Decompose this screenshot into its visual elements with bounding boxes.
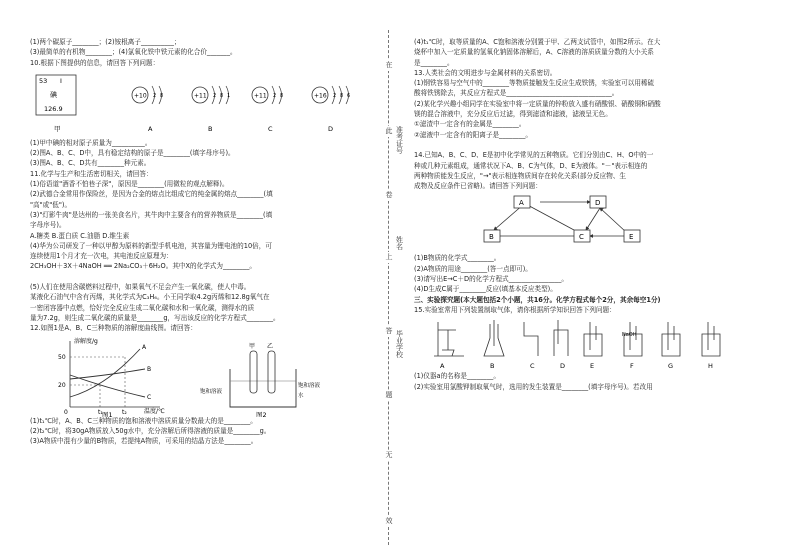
nucleus-charge: +10 [134,92,147,100]
left-bottom-line-2: (3)A物质中混有少量的B物质，若提纯A物质，可采用的结晶方法是________。 [30,437,258,446]
shell-electron-count: 6 [347,92,351,99]
apparatus-f [624,322,642,370]
apparatus-figures [414,316,764,372]
left-mid-line-9: A.糖类 B.蛋白质 C.油脂 D.维生素 [30,231,130,240]
right-top-line-1: 烧杯中加入一定质量的氢氧化钠固体溶解后，A、C溶液的溶质质量分数的大小关系 [414,48,654,57]
right-bottom-line-0: (1)仪器a的名称是________。 [414,372,500,381]
beaker-text-1: 饱和溶液 [200,388,223,395]
left-mid-line-5: (2)武德合金常用作保险丝，是因为合金的熔点比组成它的纯金属的熔点________(填 [30,190,273,199]
beaker-text-3: 水 [298,392,304,399]
gutter-char-5: 题 [380,390,398,401]
right-mid-line-4: 三、实验探究题(本大题包括2个小题，共16分。化学方程式每个2分，其余每空1分) [414,295,661,304]
apparatus-e [584,322,602,370]
diagram-node-c [574,230,590,242]
right-top-line-13: 两种物质能发生反应，"→"表示相连物质间存在转化关系(部分反应物、生 [414,171,626,180]
left-mid-line-7: (3)"灯影牛肉"是达州的一张美食名片，其牛肉中主要含有的营养物质是________(填 [30,210,273,219]
nucleus-charge: +11 [194,92,207,100]
shell-electron-count: 2 [273,92,277,99]
left-mid-line-0: (1)甲中碘的相对原子质量为__________。 [30,138,152,147]
shell-electron-count: 8 [280,92,284,99]
atom-diagram-0 [132,86,163,104]
diagram-node-b [484,230,500,242]
right-top-line-6: (2)某化学兴趣小组同学在实验室中将一定质量的锌粉放入盛有硝酸银、硝酸铜和硝酸 [414,99,661,108]
left-mid-line-16: 一密闭容器中点燃，恰好完全反应生成二氧化碳和水和一氧化碳，测得水的质 [30,303,255,312]
diagram-node-e [624,230,640,242]
left-mid-line-14: (5)人们在使用含碳燃料过程中，如果氧气不足会产生一氧化碳，使人中毒。 [30,283,251,292]
left-bottom-line-1: (2)t₂℃时，将30gA物质放入50g水中，充分溶解后所得溶液的质量是________g。 [30,426,271,435]
x-tick-t1: t₁ [98,408,103,416]
apparatus-a [434,322,464,370]
atom-caption-2: B [208,124,213,133]
origin-label: 0 [64,408,68,416]
left-mid-line-8: 字母序号)。 [30,221,66,230]
naoh-tag: NaOH [622,332,637,339]
left-top-line-1: (3)最简单的有机物________；(4)氯氧化铁中铁元素的化合价_______。 [30,48,237,57]
apparatus-label: G [668,362,674,371]
gutter-char-6: 无 [380,450,398,461]
y-tick-50: 50 [58,353,66,361]
svg-text:A: A [519,199,524,208]
atom-diagram-1 [192,86,230,104]
apparatus-h [702,322,720,370]
chart-xlabel: 温度/℃ [144,407,165,415]
apparatus-d [554,320,568,370]
svg-text:I: I [60,76,62,85]
left-mid-line-17: 量为7.2g，则生成二氧化碳的质量是________g，写出该反应的化学方程式________。 [30,313,280,322]
right-mid-line-3: (4)D生成C属于________反应(填基本反应类型)。 [414,285,557,294]
shell-electron-count: 8 [220,92,224,99]
atom-diagram-3 [312,86,350,104]
right-top-line-12: 种或几种元素组成，通常状况下A、B、C为气体，D、E为液体。"－"表示相连的 [414,161,648,170]
gutter-field-1: 姓名 [395,236,404,250]
left-top-line-0: (1)两个碳原子________；(2)铵根离子__________； [30,38,181,46]
right-top-line-9: ②滤液中一定含有的阳离子是________。 [414,130,533,139]
left-mid-line-13 [30,273,374,283]
left-mid-line-3: 11.化学与生产和生活密切相关，请回答： [30,169,153,178]
svg-text:126.9: 126.9 [44,104,63,113]
binding-gutter [380,30,410,545]
relation-diagram-row [414,192,764,254]
atom-figure-row [30,69,374,139]
atom-diagram-2 [252,86,283,104]
right-top-line-2: 是________。 [414,58,454,67]
left-mid-line-10: (4)华为公司研发了一种以甲醇为原料的新型手机电池，其容量为锂电池的10倍，可 [30,241,272,250]
right-mid-line-5: 15.实验室常用下列装置制取气体，请你根据所学知识回答下列问题： [414,305,616,314]
right-top-line-4: (1)钢铁容易与空气中的________等物质接触发生反应生成铁锈，实验室可以用稀硫 [414,79,655,88]
right-top-line-10 [414,141,764,151]
diagram-node-a [514,196,530,208]
gutter-char-4: 答 [380,326,398,337]
svg-text:B: B [489,233,494,242]
apparatus-label: E [590,362,595,371]
left-mid-line-15: 某液化石油气中含有丙烯，其化学式为C₃H₆。小王同学取4.2g丙烯和12.8g氧气在 [30,293,270,302]
atom-figures [30,69,370,139]
atom-caption-0: 甲 [54,124,61,133]
solubility-figures [30,335,370,417]
apparatus-row [414,316,764,372]
apparatus-label: H [708,362,713,371]
apparatus-b [484,320,504,370]
svg-text:53: 53 [39,76,48,85]
left-mid-line-4: (1)俗语道"酒香不怕巷子深"，原因是________(用微粒的观点解释)。 [30,180,229,189]
solubility-figure-row [30,335,374,417]
fig2-caption: 图2 [256,410,267,417]
gutter-char-7: 效 [380,516,398,527]
shell-electron-count: 8 [160,92,164,99]
curve-b [70,369,145,379]
curve-a [70,349,140,397]
chart-ylabel: 溶解度/g [74,337,98,345]
y-tick-20: 20 [58,381,66,389]
right-mid-line-2: (3)请写出E→C＋D的化学方程式________________。 [414,275,568,284]
right-bottom-line-1: (2)实验室用氯酸钾制取氧气时，选用的发生装置是________(填字母序号)。若改用 [414,382,653,391]
left-top-line-2: 10.根据下图提供的信息，请回答下列问题： [30,58,160,67]
apparatus-label: A [440,362,445,371]
left-bottom-line-0: (1)t₁℃时，A、B、C三种物质的饱和溶液中溶质质量分数最大的是________。 [30,416,257,425]
apparatus-label: B [490,362,495,371]
left-mid-line-12: 2CH₃OH＋3X＋4NaOH ══ 2Na₂CO₃＋6H₂O。其中X的化学式为________。 [30,262,256,271]
left-mid-line-6: "高"或"低")。 [30,200,72,209]
apparatus-label: C [530,362,535,371]
shell-electron-count: 2 [333,92,337,99]
right-top-line-8: ①滤渣中一定含有的金属是________。 [414,120,526,129]
right-top-line-3: 13.人类社会的文明进步与金属材料的关系密切。 [414,68,557,77]
nucleus-charge: +16 [314,92,327,100]
beaker-text-2: 饱和溶液 [298,382,321,389]
svg-text:E: E [629,233,634,242]
apparatus-g [662,322,680,370]
series-a-label: A [142,343,147,351]
relation-diagram [414,192,764,254]
gutter-char-0: 在 [380,60,398,71]
beaker-figure [200,342,321,407]
shell-electron-count: 1 [227,92,231,99]
nucleus-charge: +11 [254,92,267,100]
solubility-curve-chart [58,337,165,416]
diagram-node-d [590,196,606,208]
iodine-element-card [36,75,76,115]
right-top-line-5: 酸将铁锈除去，其反应方程式是________________________________。 [414,89,619,98]
fig1-caption: 图1 [102,410,113,417]
atom-caption-1: A [148,124,153,133]
gutter-field-2: 毕业学校 [395,330,404,358]
apparatus-label: D [560,362,566,371]
tube-label-jia: 甲 [249,342,256,350]
right-column [414,38,764,393]
series-c-label: C [147,393,152,401]
gutter-char-2: 卷 [380,190,398,201]
left-column [30,38,374,447]
shell-electron-count: 2 [213,92,217,99]
right-top-line-14: 成物及反应条件已省略)。请回答下列问题： [414,182,542,191]
atom-caption-4: D [328,124,334,133]
gutter-char-3: 上 [380,252,398,263]
left-mid-line-2: (3)图A、B、C、D共有________种元素。 [30,159,151,168]
right-top-line-11: 14.已知A、B、C、D、E是初中化学常见的五种物质。它们分别由C、H、O中的一 [414,151,654,160]
shell-electron-count: 2 [153,92,157,99]
right-mid-line-0: (1)B物质的化学式________。 [414,254,501,263]
left-mid-line-11: 连续使用1个月才充一次电，其电池反应原理为： [30,252,173,261]
left-mid-line-1: (2)图A、B、C、D中，具有稳定结构的原子是________(填字母序号)。 [30,149,235,158]
svg-text:碘: 碘 [50,90,57,99]
apparatus-label: F [630,362,634,371]
shell-electron-count: 8 [340,92,344,99]
apparatus-c [524,322,538,370]
gutter-field-0: 准考证号 [395,126,404,154]
right-mid-line-1: (2)A物质的用途________(答一点即可)。 [414,264,532,273]
x-tick-t2: t₂ [122,408,127,416]
svg-text:D: D [595,199,601,208]
series-b-label: B [147,365,152,373]
left-mid-line-18: 12.如图1是A、B、C三种物质的溶解度曲线图。请回答： [30,324,197,333]
right-top-line-7: 镁的混合溶液中，充分反应后过滤，得到滤渣和滤液，滤液呈无色。 [414,110,612,119]
gutter-char-1: 此 [380,126,398,137]
tube-label-yi: 乙 [267,342,274,350]
atom-caption-3: C [268,124,273,133]
svg-text:C: C [579,233,584,242]
right-top-line-0: (4)t₁℃时，取等质量的A、C饱和溶液分别置于甲、乙两支试管中，如图2所示。在大 [414,38,661,46]
